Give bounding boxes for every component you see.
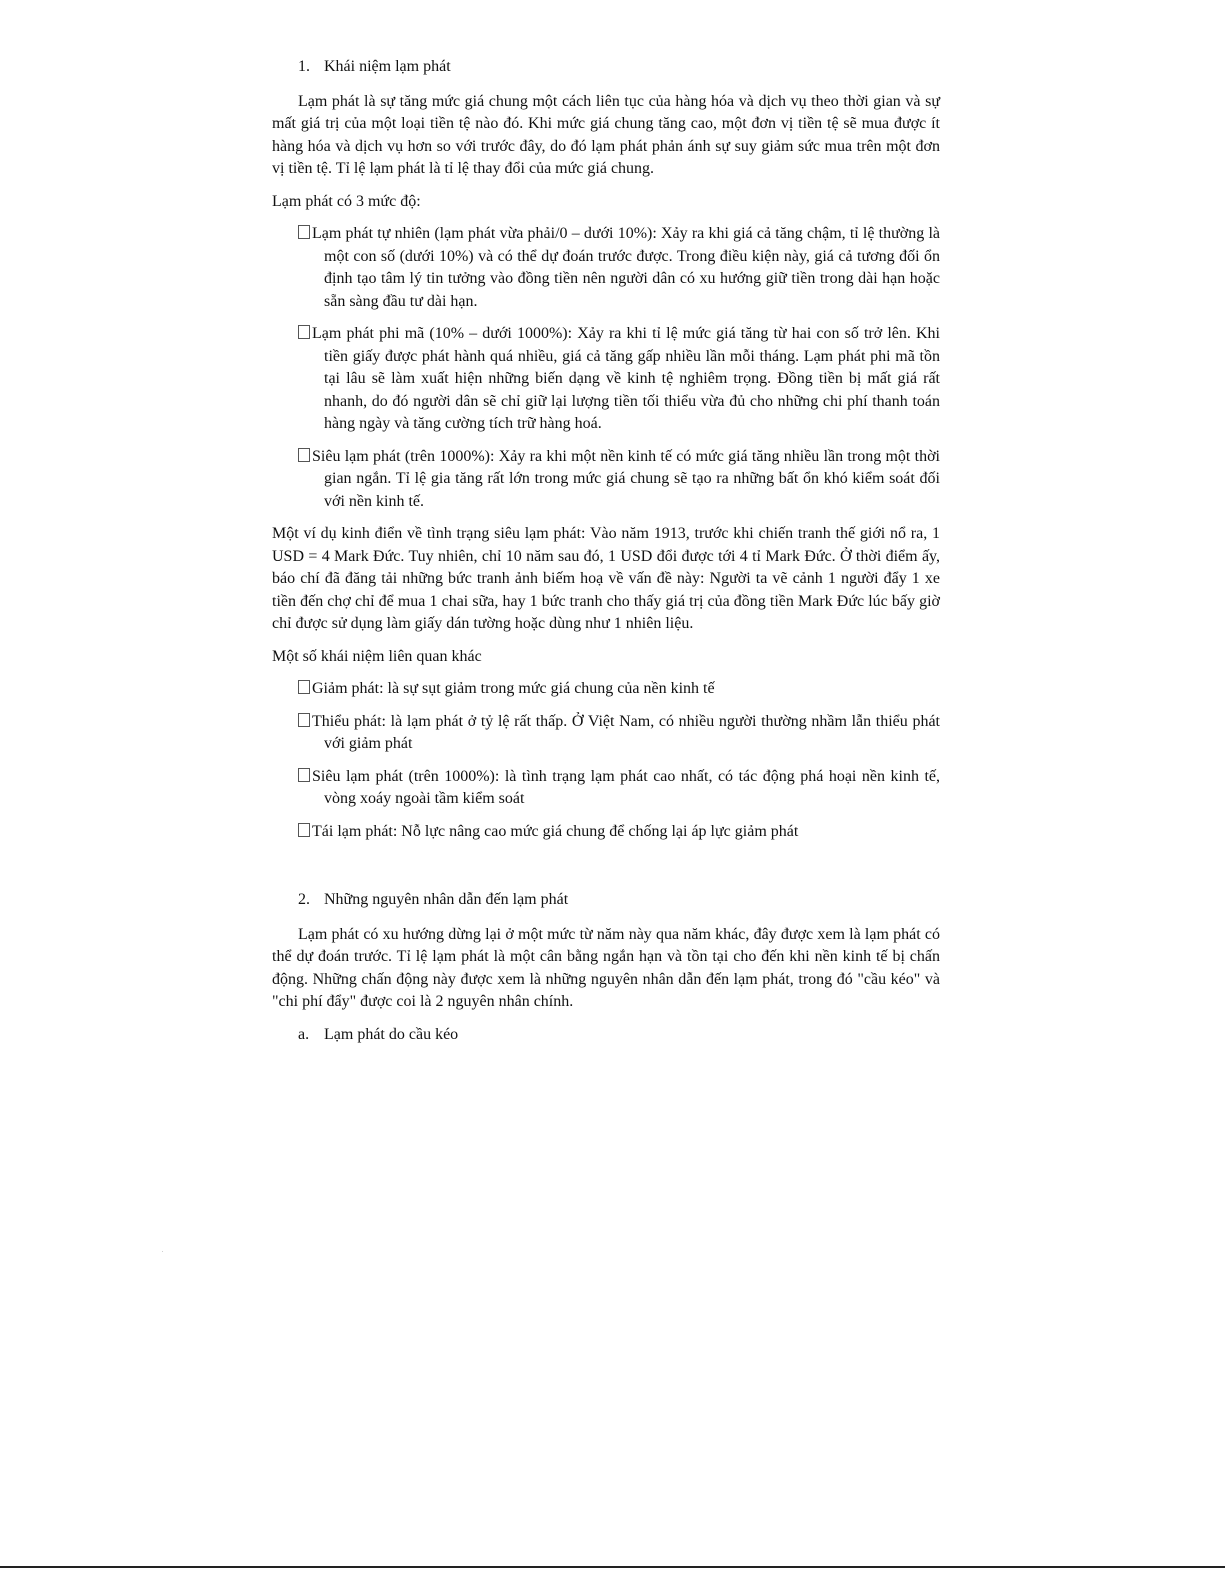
checkbox-glyph-icon [298, 225, 310, 239]
section-1-number: 1. [298, 58, 310, 75]
checkbox-glyph-icon [298, 680, 310, 694]
section-2-intro: Lạm phát có xu hướng dừng lại ở một mức từ năm này qua năm khác, đây được xem là lạm phát có thể dự đoán trước. Tỉ lệ lạm phát là một cân bằng ngắn hạn và tồn tại cho đến khi nền kinh tế bị chấn động. Những chấn động này được xem là những nguyên nhân dẫn đến lạm phát, trong đó "cầu kéo" và "chi phí đẩy" được coi là 2 nguyên nhân chính. [272, 925, 940, 1010]
section-1-title: Khái niệm lạm phát [324, 58, 451, 75]
related-lead: Một số khái niệm liên quan khác [272, 647, 482, 665]
section-1-heading [272, 56, 940, 79]
checkbox-glyph-icon [298, 448, 310, 462]
list-item: Lạm phát phi mã (10% – dưới 1000%): Xảy ra khi tỉ lệ mức giá tăng từ hai con số trở lên. Khi tiền giấy được phát hành quá nhiều, giá cả tăng gấp nhiều lần mỗi tháng. Lạm phát phi mã tồn tại lâu sẽ làm xuất hiện những biến dạng về kinh tệ nghiêm trọng. Đồng tiền bị mất giá rất nhanh, do đó người dân sẽ chỉ giữ lại lượng tiền tối thiểu vừa đủ cho những chi phí thanh toán hàng ngày và tăng cường tích trữ hàng hoá. [272, 323, 940, 436]
list-item: Lạm phát tự nhiên (lạm phát vừa phải/0 – dưới 10%): Xảy ra khi giá cả tăng chậm, tỉ lệ thường là một con số (dưới 10%) và có thể dự đoán trước được. Trong điều kiện này, giá cả tương đối ổn định tạo tâm lý tin tưởng vào đồng tiền nên người dân có xu hướng giữ tiền trong dài hạn hoặc sẵn sàng đầu tư dài hạn. [272, 223, 940, 313]
section-2-heading [272, 889, 940, 912]
section-spacer [272, 853, 940, 889]
subsection-a-heading [272, 1024, 940, 1047]
section-2-number: 2. [298, 891, 310, 908]
section-1-intro: Lạm phát là sự tăng mức giá chung một cách liên tục của hàng hóa và dịch vụ theo thời gian và sự mất giá trị của một loại tiền tệ nào đó. Khi mức giá chung tăng cao, một đơn vị tiền tệ sẽ mua được ít hàng hóa và dịch vụ hơn so với trước đây, do đó lạm phát phản ánh sự suy giảm sức mua trên một đơn vị tiền tệ. Tỉ lệ lạm phát là tỉ lệ thay đổi của mức giá chung. [272, 92, 940, 177]
section-2-title: Những nguyên nhân dẫn đến lạm phát [324, 891, 569, 908]
list-item: Giảm phát: là sự sụt giảm trong mức giá chung của nền kinh tế [272, 678, 940, 701]
levels-list [272, 223, 940, 513]
checkbox-glyph-icon [298, 768, 310, 782]
document-body [272, 56, 940, 1058]
list-item: Thiểu phát: là lạm phát ở tỷ lệ rất thấp. Ở Việt Nam, có nhiều người thường nhầm lẫn thiểu phát với giảm phát [272, 711, 940, 756]
list-item: Siêu lạm phát (trên 1000%): Xảy ra khi một nền kinh tế có mức giá tăng nhiều lần trong một thời gian ngắn. Tỉ lệ gia tăng rất lớn trong mức giá chung sẽ tạo ra những bất ổn khó kiểm soát đối với nền kinh tế. [272, 446, 940, 514]
checkbox-glyph-icon [298, 823, 310, 837]
levels-lead: Lạm phát có 3 mức độ: [272, 192, 421, 210]
checkbox-glyph-icon [298, 713, 310, 727]
scan-speck [162, 1251, 163, 1252]
subsection-a-title: Lạm phát do cầu kéo [324, 1025, 459, 1043]
subsection-a-number: a. [298, 1025, 310, 1043]
checkbox-glyph-icon [298, 325, 310, 339]
list-item: Tái lạm phát: Nỗ lực nâng cao mức giá chung để chống lại áp lực giảm phát [272, 821, 940, 844]
related-list [272, 678, 940, 843]
page-bottom-rule [0, 1566, 1225, 1568]
hyperinflation-example: Một ví dụ kinh điển về tình trạng siêu lạm phát: Vào năm 1913, trước khi chiến tranh thế giới nổ ra, 1 USD = 4 Mark Đức. Tuy nhiên, chỉ 10 năm sau đó, 1 USD đổi được tới 4 tỉ Mark Đức. Ở thời điểm ấy, báo chí đã đăng tải những bức tranh ảnh biếm hoạ về vấn đề này: Người ta vẽ cảnh 1 người đẩy 1 xe tiền đến chợ chỉ để mua 1 chai sữa, hay 1 bức tranh cho thấy giá trị của đồng tiền Mark Đức lúc bấy giờ chỉ được sử dụng làm giấy dán tường hoặc dùng như 1 nhiên liệu. [272, 525, 940, 632]
list-item: Siêu lạm phát (trên 1000%): là tình trạng lạm phát cao nhất, có tác động phá hoại nền kinh tế, vòng xoáy ngoài tầm kiểm soát [272, 766, 940, 811]
